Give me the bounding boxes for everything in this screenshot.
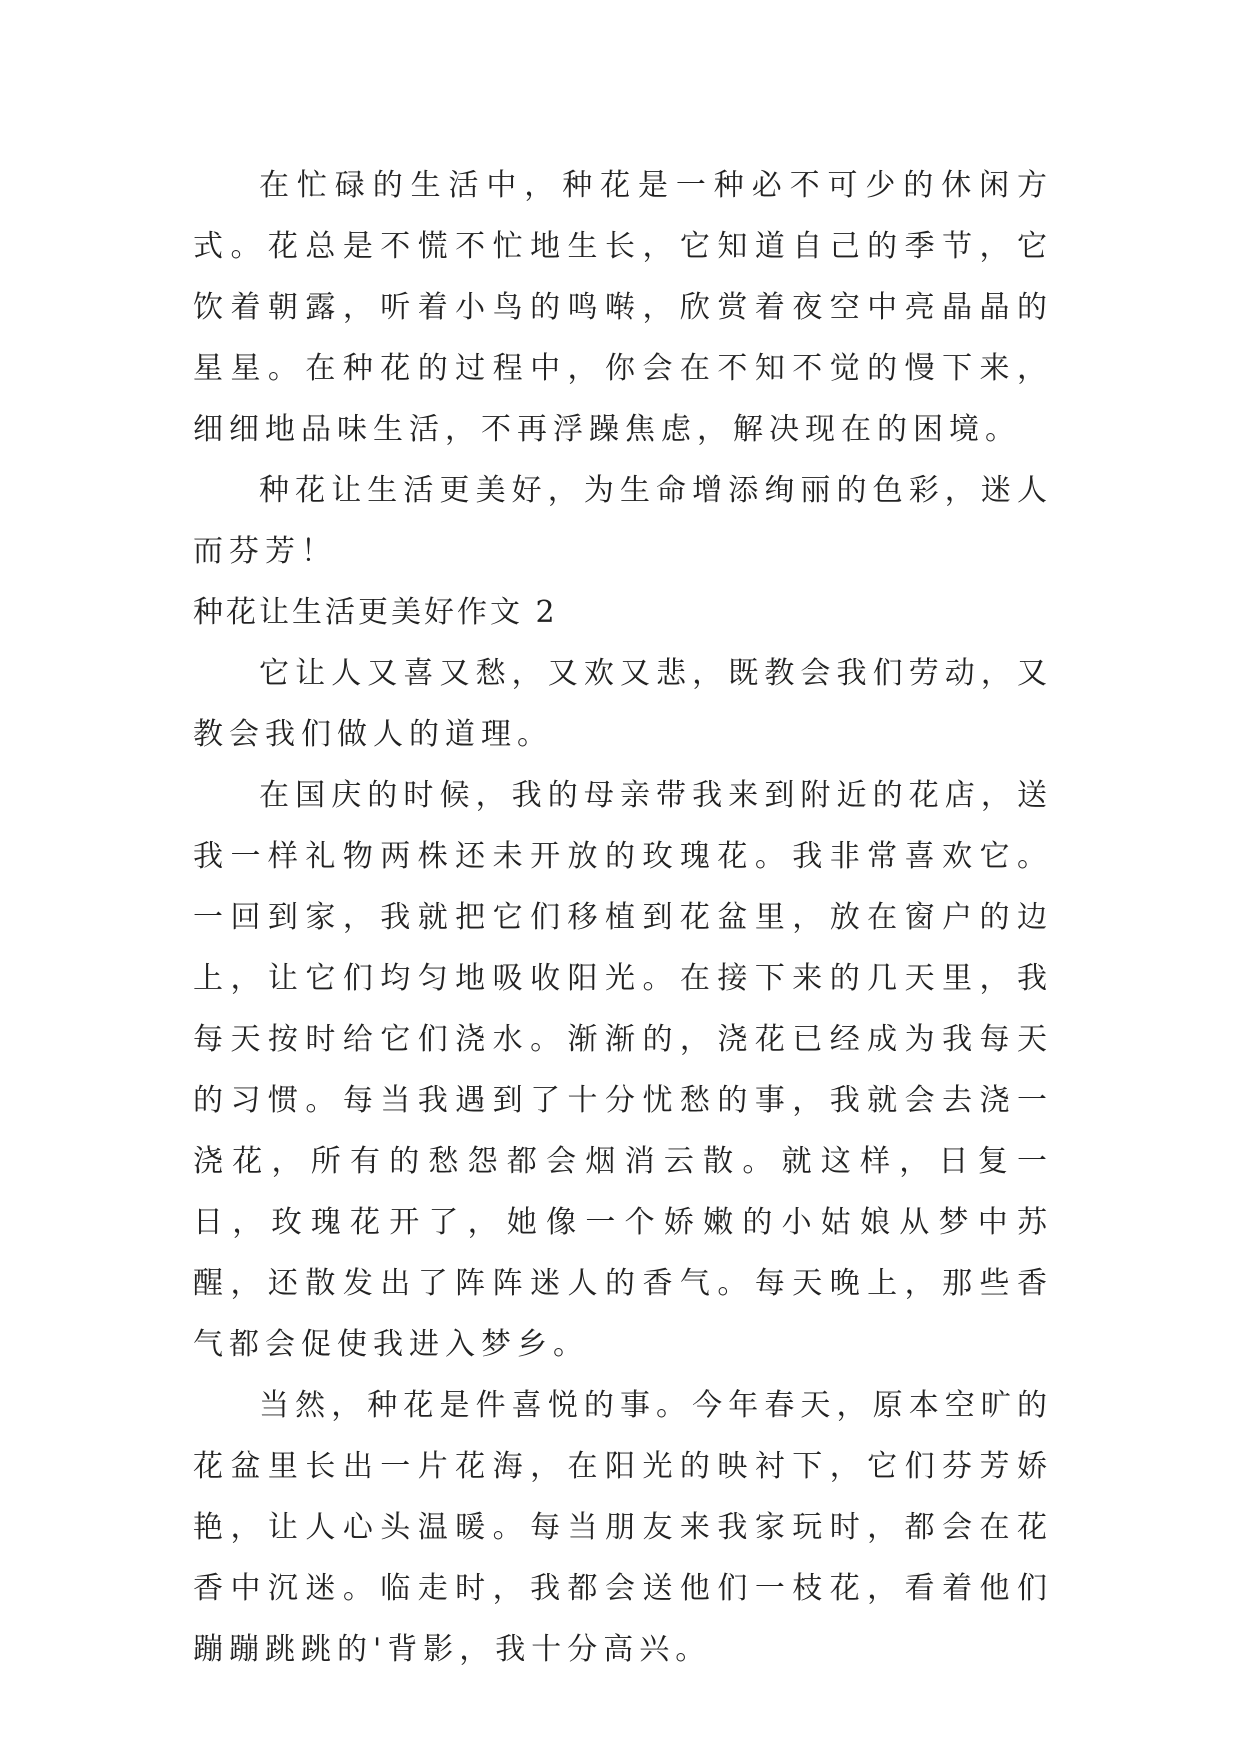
paragraph-intro: 它让人又喜又愁，又欢又悲，既教会我们劳动，又教会我们做人的道理。 xyxy=(193,656,1053,752)
essay-heading: 种花让生活更美好作文 2 xyxy=(193,595,558,630)
paragraph-national-day: 在国庆的时候，我的母亲带我来到附近的花店，送我一样礼物两株还未开放的玫瑰花。我非常喜欢它。一回到家，我就把它们移植到花盆里，放在窗户的边上，让它们均匀地吸收阳光。在接下来的几天里，我每天按时给它们浇水。渐渐的，浇花已经成为我每天的习惯。每当我遇到了十分忧愁的事，我就会去浇一浇花，所有的愁怨都会烟消云散。就这样，日复一日，玫瑰花开了，她像一个娇嫩的小姑娘从梦中苏醒，还散发出了阵阵迷人的香气。每天晚上，那些香气都会促使我进入梦乡。 xyxy=(193,778,1053,1362)
paragraph-leisure: 在忙碌的生活中，种花是一种必不可少的休闲方式。花总是不慌不忙地生长，它知道自己的季节，它饮着朝露，听着小鸟的鸣啭，欣赏着夜空中亮晶晶的星星。在种花的过程中，你会在不知不觉的慢下来，细细地品味生活，不再浮躁焦虑，解决现在的困境。 xyxy=(193,168,1053,447)
paragraph-conclusion: 种花让生活更美好，为生命增添绚丽的色彩，迷人而芬芳！ xyxy=(193,473,1053,569)
document-body xyxy=(193,155,1053,1680)
paragraph-spring: 当然，种花是件喜悦的事。今年春天，原本空旷的花盆里长出一片花海，在阳光的映衬下，它们芬芳娇艳，让人心头温暖。每当朋友来我家玩时，都会在花香中沉迷。临走时，我都会送他们一枝花，看着他们蹦蹦跳跳的'背影，我十分高兴。 xyxy=(193,1388,1053,1667)
